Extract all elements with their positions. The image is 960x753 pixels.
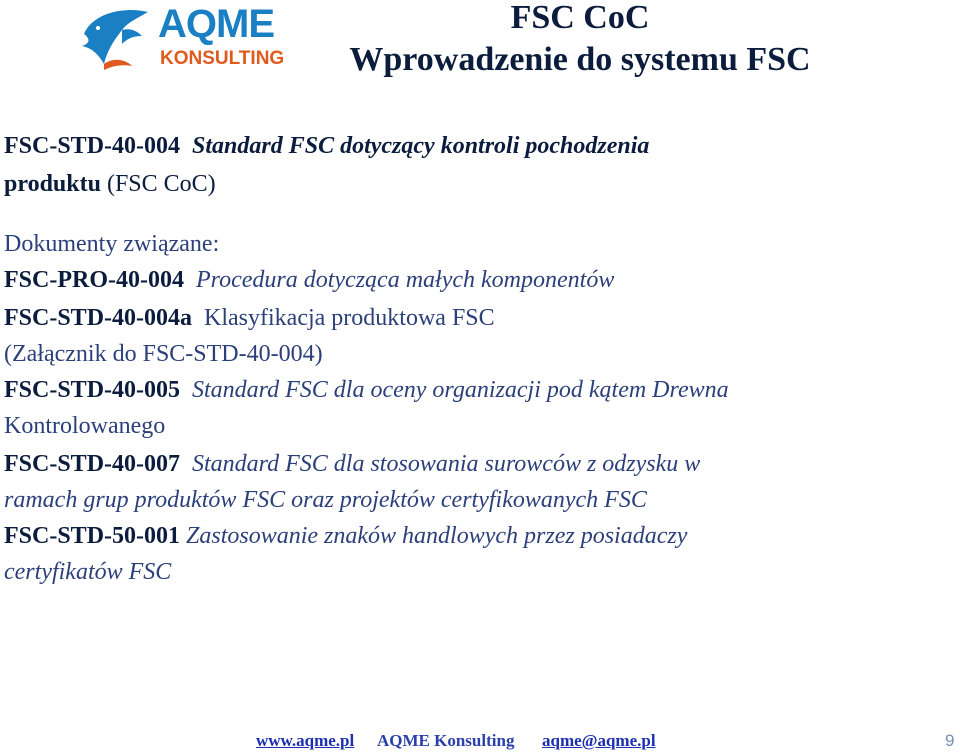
doc-item: [4, 266, 614, 294]
doc-desc: Standard FSC dla oceny organizacji pod kątem Drewna: [192, 377, 729, 403]
doc-item: [4, 522, 687, 550]
email-link[interactable]: aqme@aqme.pl: [542, 731, 656, 750]
doc-code: FSC-STD-50-001: [4, 523, 181, 549]
main-standard-desc-rest: (FSC CoC): [100, 171, 216, 197]
doc-desc-cont: ramach grup produktów FSC oraz projektów certyfikowanych FSC: [4, 487, 647, 513]
doc-desc: Klasyfikacja produktowa FSC: [204, 305, 495, 331]
dolphin-icon: [78, 4, 158, 74]
logo-sub-text: KONSULTING: [160, 48, 285, 69]
doc-desc-cont: (Załącznik do FSC-STD-40-004): [4, 341, 323, 367]
page-number: 9: [945, 731, 955, 750]
doc-item: [4, 376, 729, 404]
page-subtitle: Wprowadzenie do systemu FSC: [349, 41, 811, 78]
doc-code: FSC-STD-40-004a: [4, 305, 193, 331]
doc-desc-cont: Kontrolowanego: [4, 413, 166, 439]
doc-code: FSC-PRO-40-004: [4, 267, 184, 293]
doc-desc: Standard FSC dla stosowania surowców z odzysku w: [192, 451, 701, 477]
page-title: FSC CoC: [510, 0, 650, 36]
related-heading: Dokumenty związane:: [4, 231, 220, 257]
doc-desc-cont: certyfikatów FSC: [4, 559, 172, 585]
main-standard-line2: [4, 170, 216, 198]
main-standard-desc: Standard FSC dotyczący kontroli pochodzenia: [192, 133, 650, 159]
footer-website[interactable]: [256, 731, 354, 751]
doc-item: [4, 304, 495, 332]
doc-desc: Zastosowanie znaków handlowych przez posiadaczy: [186, 523, 688, 549]
doc-code: FSC-STD-40-005: [4, 377, 181, 403]
logo-brand-text: AQME: [158, 2, 274, 46]
main-standard-line1: [4, 132, 649, 160]
main-standard-desc-bold: produktu: [4, 171, 101, 197]
website-link[interactable]: www.aqme.pl: [256, 731, 355, 750]
doc-desc: Procedura dotycząca małych komponentów: [195, 267, 615, 293]
doc-code: FSC-STD-40-007: [4, 451, 181, 477]
footer-email[interactable]: [542, 731, 656, 751]
doc-item: [4, 450, 700, 478]
footer-company: AQME Konsulting: [377, 731, 515, 750]
main-standard-code: FSC-STD-40-004: [4, 133, 181, 159]
company-logo: [78, 4, 293, 74]
